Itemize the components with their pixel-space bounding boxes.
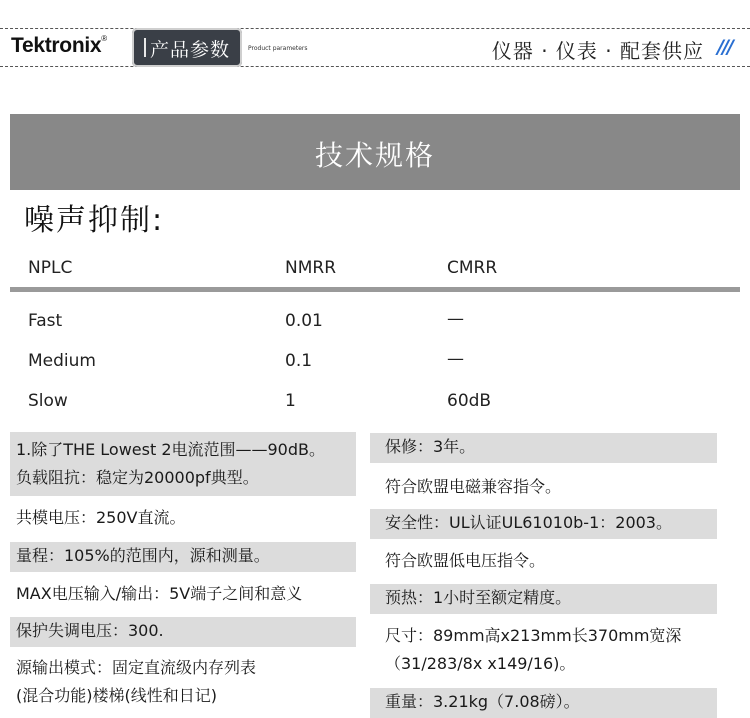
note-line: 保修：3年。: [385, 437, 476, 456]
table-cell: Fast: [28, 311, 63, 331]
note-line: （31/283/8x x149/16)。: [385, 654, 576, 673]
note-right-1: [370, 433, 717, 463]
note-right-7: [370, 688, 717, 718]
note-line: 负载阻抗：稳定为20000pf典型。: [16, 468, 259, 487]
note-line: (混合功能)楼梯(线性和日记): [16, 686, 217, 705]
note-line: 符合欧盟电磁兼容指令。: [385, 477, 562, 496]
table-cell: 0.01: [285, 311, 323, 331]
note-right-6: [370, 622, 717, 678]
badge-subtitle: Product parameters: [248, 45, 308, 52]
note-left-4: [10, 580, 356, 608]
header-bottom-rule: [0, 66, 750, 67]
column-header-nplc: NPLC: [28, 258, 73, 278]
note-line: 1.除了THE Lowest 2电流范围——90dB。: [16, 440, 325, 459]
section-title: 噪声抑制:: [24, 203, 165, 238]
note-left-1: [10, 432, 356, 496]
column-header-nmrr: NMRR: [285, 258, 337, 278]
note-right-2: [370, 473, 717, 501]
page-header: [0, 0, 750, 76]
note-right-5: [370, 584, 717, 614]
logo-text: Tektronix: [11, 34, 102, 57]
note-line: 重量：3.21kg（7.08磅）。: [385, 692, 580, 711]
spec-banner: [10, 114, 740, 190]
table-cell: Medium: [28, 351, 96, 371]
note-line: MAX电压输入/输出：5V端子之间和意义: [16, 584, 303, 603]
note-line: 源输出模式：固定直流级内存列表: [16, 658, 257, 677]
table-header-rule: [10, 287, 740, 292]
header-tagline: 仪器 · 仪表 · 配套供应: [486, 35, 704, 64]
note-right-3: [370, 509, 717, 539]
note-line: 预热：1小时至额定精度。: [385, 588, 572, 607]
column-header-cmrr: CMRR: [447, 258, 498, 278]
table-cell: 0.1: [285, 351, 313, 371]
note-line: 符合欧盟低电压指令。: [385, 551, 546, 570]
logo-registered-mark: ®: [101, 34, 107, 43]
table-cell: 1: [285, 391, 296, 411]
badge-bar: [144, 38, 146, 57]
note-right-4: [370, 547, 717, 575]
table-cell: —: [447, 349, 464, 369]
header-top-rule: [0, 28, 750, 29]
badge-label: 产品参数: [150, 39, 231, 61]
note-left-3: [10, 542, 356, 572]
note-line: 安全性：UL认证UL61010b-1：2003。: [385, 513, 672, 532]
table-cell: —: [447, 309, 464, 329]
tagline-slashes: ///: [717, 36, 732, 58]
note-line: 保护失调电压：300.: [16, 621, 164, 640]
note-line: 量程：105%的范围内，源和测量。: [16, 546, 270, 565]
table-cell: 60dB: [447, 391, 492, 411]
product-params-badge: [132, 28, 242, 67]
note-line: 共模电压：250V直流。: [16, 508, 186, 527]
note-left-5: [10, 617, 356, 647]
banner-title: 技术规格: [314, 139, 435, 172]
note-left-2: [10, 504, 356, 532]
tektronix-logo: [11, 34, 111, 58]
table-cell: Slow: [28, 391, 68, 411]
note-left-6: [10, 654, 356, 710]
note-line: 尺寸：89mm高x213mm长370mm宽深: [385, 626, 682, 645]
